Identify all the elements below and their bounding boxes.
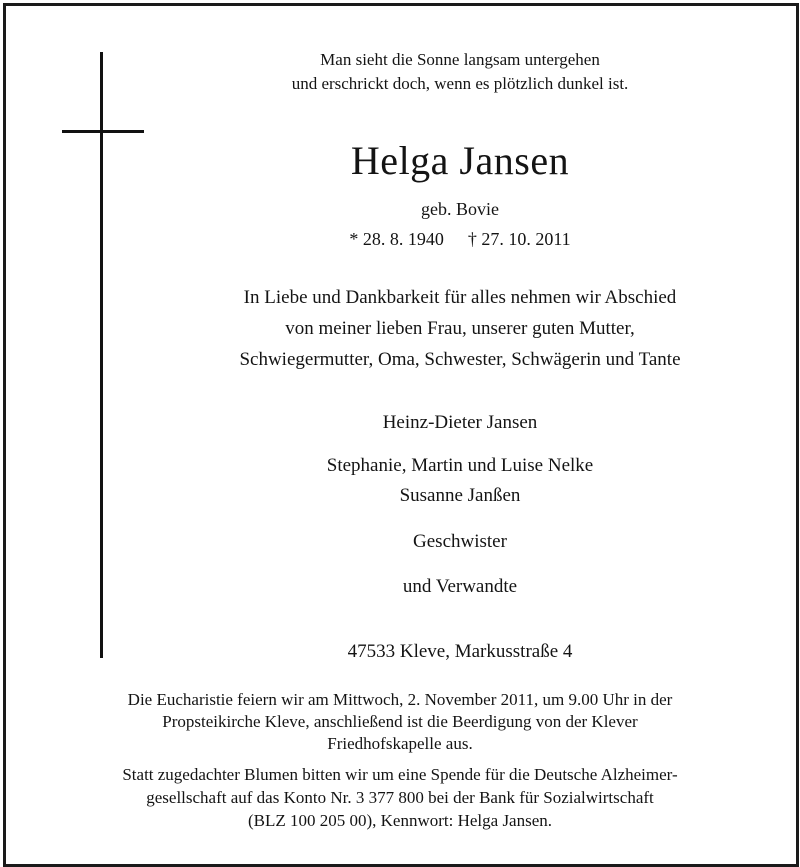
donation-line-3: (BLZ 100 205 00), Kennwort: Helga Jansen. bbox=[247, 811, 553, 830]
farewell-line-3: Schwiegermutter, Oma, Schwester, Schwägerin und Tante bbox=[239, 349, 681, 370]
death-date: † 27. 10. 2011 bbox=[467, 229, 571, 249]
motto-line-1: Man sieht die Sonne langsam untergehen bbox=[320, 50, 600, 69]
service-line-1: Die Eucharistie feiern wir am Mittwoch, 2. November 2011, um 9.00 Uhr in der bbox=[127, 690, 673, 709]
farewell-line-1: In Liebe und Dankbarkeit für alles nehmen wir Abschied bbox=[243, 287, 677, 308]
mourner-children-2: Susanne Janßen bbox=[399, 485, 521, 506]
mourner-children-1: Stephanie, Martin und Luise Nelke bbox=[326, 455, 594, 476]
mourner-relatives: und Verwandte bbox=[402, 576, 518, 597]
birth-name: geb. Bovie bbox=[421, 199, 499, 219]
birth-date: * 28. 8. 1940 bbox=[349, 229, 444, 249]
motto-line-2: und erschrickt doch, wenn es plötzlich dunkel ist. bbox=[291, 74, 629, 93]
donation-line-2: gesellschaft auf das Konto Nr. 3 377 800 bei der Bank für Sozialwirtschaft bbox=[146, 788, 654, 807]
life-dates bbox=[60, 229, 800, 250]
family-address: 47533 Kleve, Markusstraße 4 bbox=[347, 641, 573, 662]
cross-horizontal-bar bbox=[62, 130, 144, 133]
mourner-siblings: Geschwister bbox=[413, 531, 507, 552]
deceased-name: Helga Jansen bbox=[350, 138, 570, 183]
mourner-spouse: Heinz-Dieter Jansen bbox=[382, 412, 538, 433]
farewell-line-2: von meiner lieben Frau, unserer guten Mutter, bbox=[285, 318, 635, 339]
donation-line-1: Statt zugedachter Blumen bitten wir um eine Spende für die Deutsche Alzheimer- bbox=[122, 765, 678, 784]
service-line-3: Friedhofskapelle aus. bbox=[327, 734, 473, 753]
service-line-2: Propsteikirche Kleve, anschließend ist die Beerdigung von der Klever bbox=[162, 712, 638, 731]
